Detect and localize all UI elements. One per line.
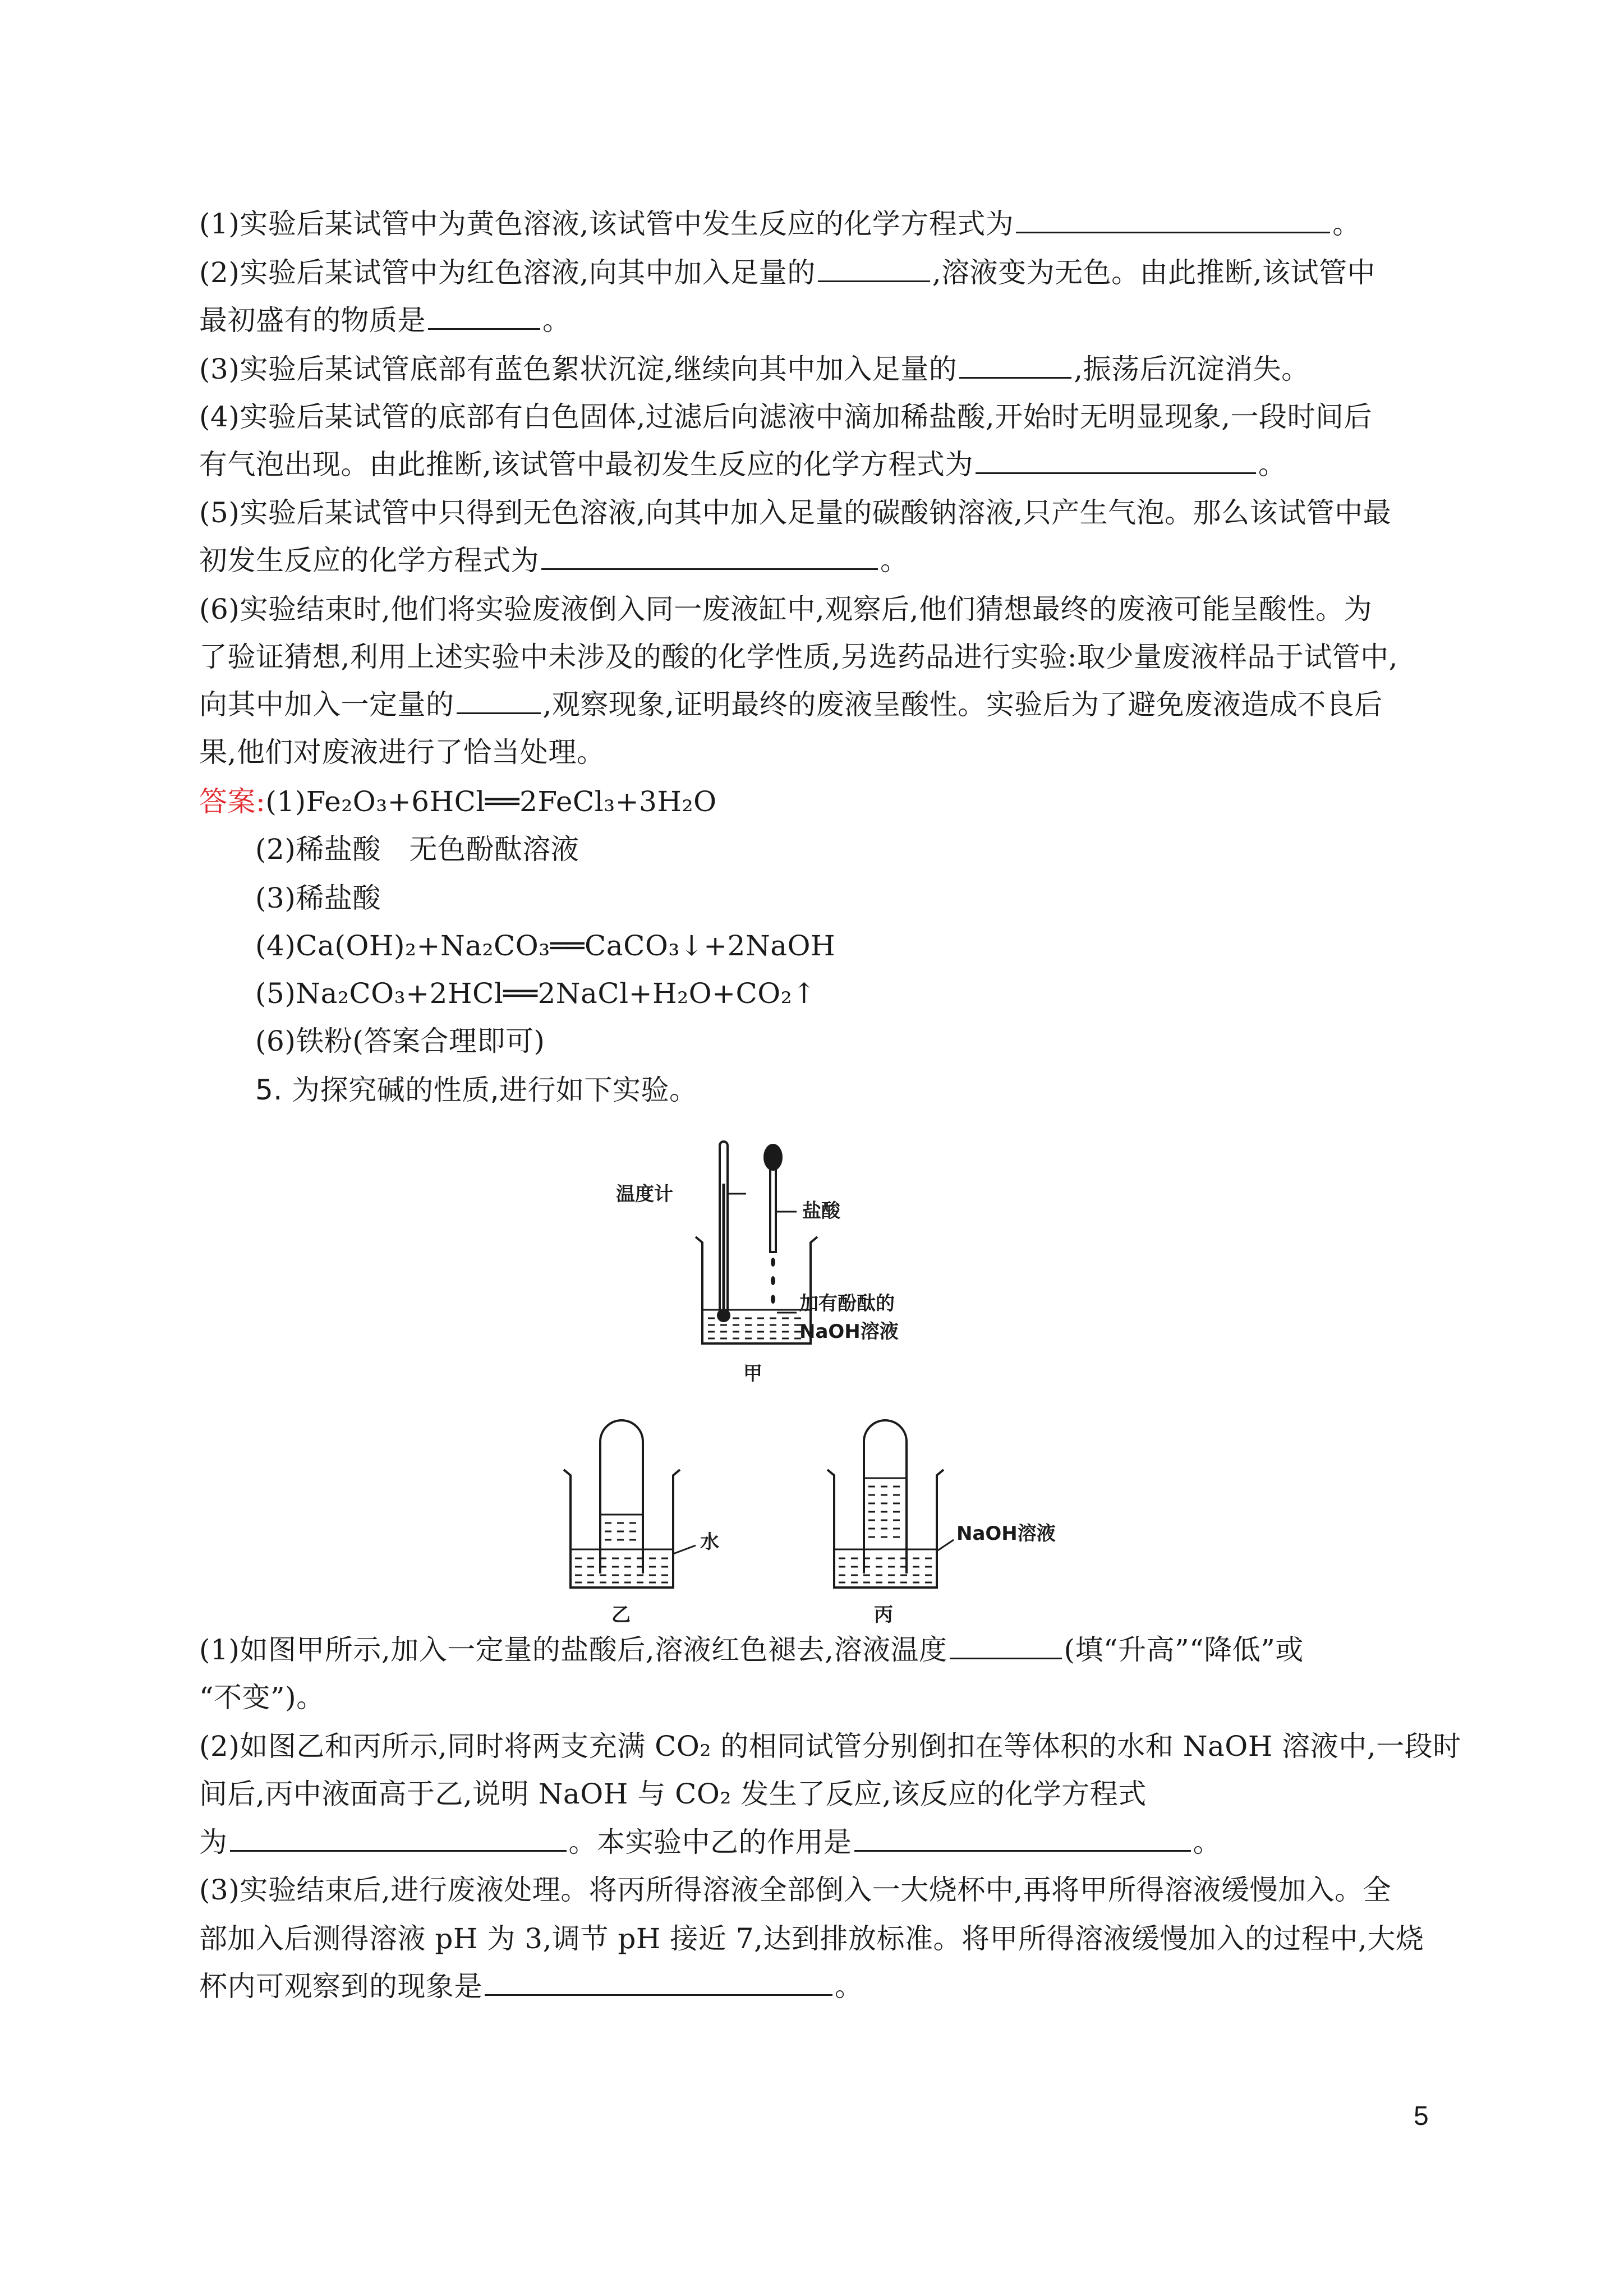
figure-bing — [827, 1420, 954, 1588]
q5-title: 5. 为探究碱的性质,进行如下实验。 — [255, 1074, 698, 1106]
q4-part2-line2: 最初盛有的物质是 。 — [199, 304, 571, 337]
answer-3: (3)稀盐酸 — [255, 882, 381, 914]
dropper-tube — [770, 1168, 776, 1252]
label-bing: 丙 — [874, 1604, 893, 1626]
q4-part6-line1: (6)实验结束时,他们将实验废液倒入同一废液缸中,观察后,他们猜想最终的废液可能呈酸性。为 — [199, 593, 1373, 625]
q5-part2-line2: 间后,丙中液面高于乙,说明 NaOH 与 CO₂ 发生了反应,该反应的化学方程式 — [199, 1778, 1147, 1810]
q5-part1-line2: “不变”)。 — [199, 1681, 325, 1714]
answer-4: (4)Ca(OH)₂+Na₂CO₃══CaCO₃↓+2NaOH — [255, 930, 836, 962]
answer-blank — [950, 1635, 1062, 1659]
answer-6: (6)铁粉(答案合理即可) — [255, 1025, 545, 1057]
label-acid: 盐酸 — [802, 1200, 840, 1222]
q4-part4-line2: 有气泡出现。由此推断,该试管中最初发生反应的化学方程式为 。 — [199, 448, 1287, 481]
answer-1: (1)Fe₂O₃+6HCl══2FeCl₃+3H₂O — [265, 785, 717, 818]
test-tube-yi — [600, 1420, 643, 1573]
answer-blank — [485, 1972, 832, 1996]
q5-part1-line1: (1)如图甲所示,加入一定量的盐酸后,溶液红色褪去,溶液温度 (填“升高”“降低”或 — [199, 1634, 1304, 1666]
dropper-bulb — [765, 1145, 781, 1170]
label-solution-2: NaOH溶液 — [799, 1320, 899, 1343]
label-naoh: NaOH溶液 — [956, 1522, 1056, 1545]
label-jia: 甲 — [743, 1363, 762, 1385]
label-water: 水 — [700, 1531, 719, 1553]
page-number: 5 — [1414, 2101, 1429, 2131]
answer-2: (2)稀盐酸 无色酚酞溶液 — [255, 833, 579, 866]
q5-part3-line2: 部加入后测得溶液 pH 为 3,调节 pH 接近 7,达到排放标准。将甲所得溶液缓慢加入的过程中,大烧 — [199, 1922, 1424, 1955]
label-yi: 乙 — [611, 1604, 631, 1626]
answer-blank — [854, 1828, 1191, 1852]
beaker-yi — [564, 1470, 680, 1588]
q4-part6-line4: 果,他们对废液进行了恰当处理。 — [199, 736, 605, 769]
q4-part5-line2: 初发生反应的化学方程式为 。 — [199, 544, 909, 577]
q4-part6-line3: 向其中加入一定量的 ,观察现象,证明最终的废液呈酸性。实验后为了避免废液造成不良后 — [199, 688, 1383, 721]
q4-part1-line1: (1)实验后某试管中为黄色溶液,该试管中发生反应的化学方程式为 。 — [199, 208, 1361, 240]
q4-part5-line1: (5)实验后某试管中只得到无色溶液,向其中加入足量的碳酸钠溶液,只产生气泡。那么该试管中最 — [199, 496, 1392, 529]
q4-part4-line1: (4)实验后某试管的底部有白色固体,过滤后向滤液中滴加稀盐酸,开始时无明显现象,一段时间后 — [199, 401, 1373, 433]
label-thermometer: 温度计 — [616, 1183, 673, 1205]
test-tube-bing — [864, 1420, 907, 1573]
q4-part6-line2: 了验证猜想,利用上述实验中未涉及的酸的化学性质,另选药品进行实验:取少量废液样品于试管中, — [199, 641, 1398, 673]
answer-blank — [230, 1828, 567, 1852]
answer-label: 答案: — [199, 785, 266, 818]
figure-yi — [564, 1420, 696, 1588]
label-solution-1: 加有酚酞的 — [799, 1292, 895, 1315]
answer-5: (5)Na₂CO₃+2HCl══2NaCl+H₂O+CO₂↑ — [255, 977, 816, 1010]
q5-part3-line1: (3)实验结束后,进行废液处理。将丙所得溶液全部倒入一大烧杯中,再将甲所得溶液缓慢加入。全 — [199, 1874, 1392, 1906]
q4-part2-line1: (2)实验后某试管中为红色溶液,向其中加入足量的 ,溶液变为无色。由此推断,该试管中 — [199, 256, 1376, 289]
q5-part2-line3: 为 。本实验中乙的作用是 。 — [199, 1826, 1221, 1858]
q5-part2-line1: (2)如图乙和丙所示,同时将两支充满 CO₂ 的相同试管分别倒扣在等体积的水和 NaOH 溶液中,一段时 — [199, 1730, 1461, 1763]
q5-part3-line3: 杯内可观察到的现象是 。 — [199, 1970, 863, 2003]
q4-part3-line1: (3)实验后某试管底部有蓝色絮状沉淀,继续向其中加入足量的 ,振荡后沉淀消失。 — [199, 353, 1310, 385]
